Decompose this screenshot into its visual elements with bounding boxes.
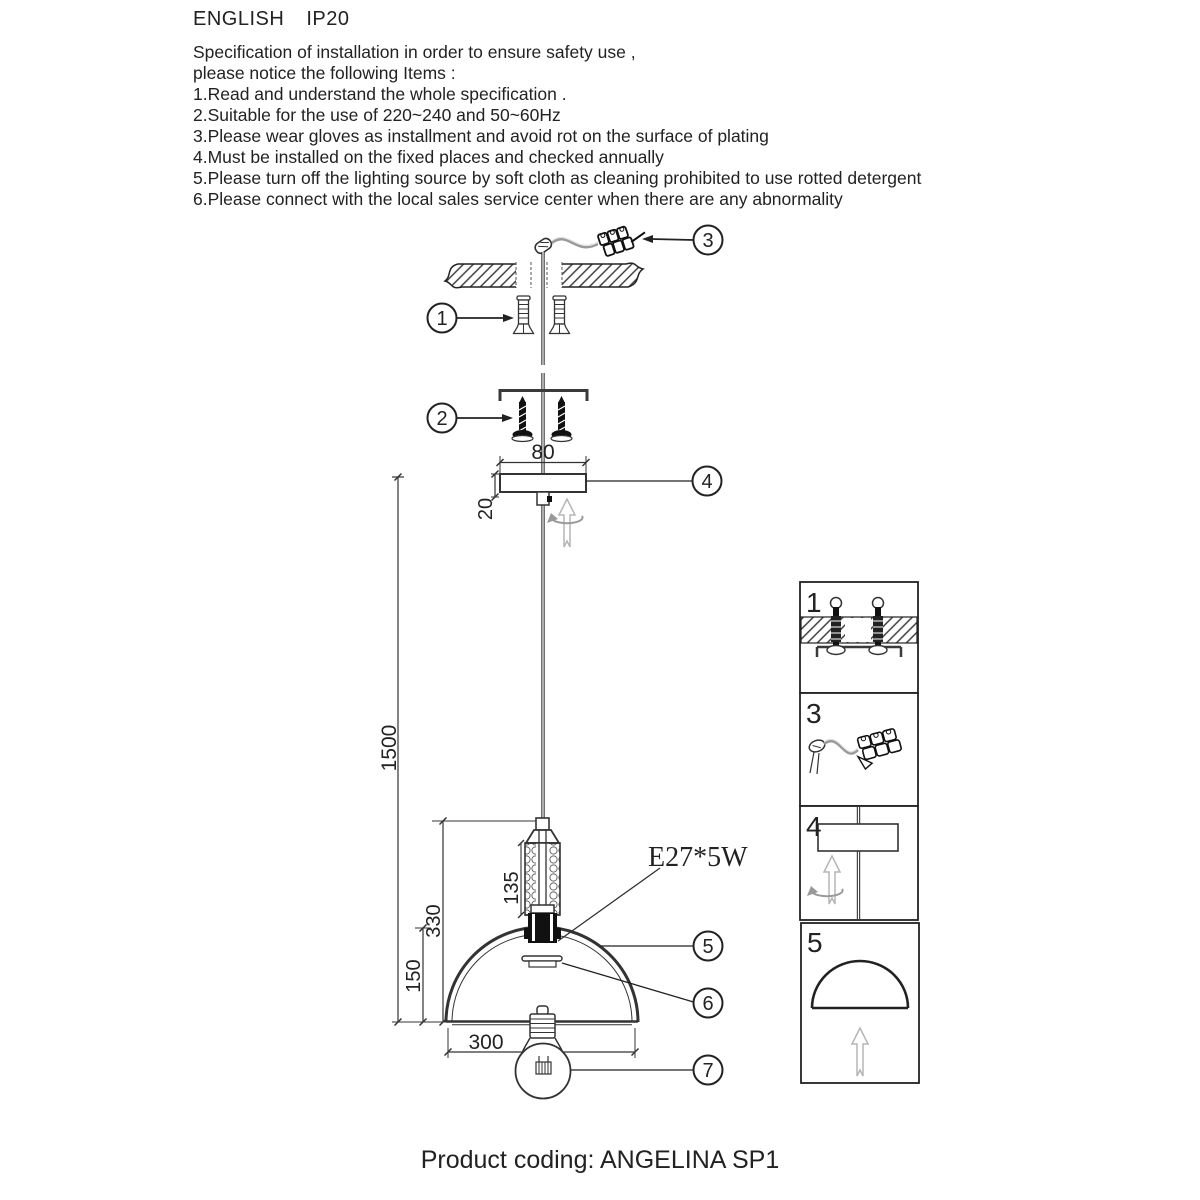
step-panel-5 (801, 923, 919, 1083)
callout-6-number: 6 (702, 993, 714, 1015)
dimension-shade-height (403, 925, 431, 1026)
dim-label-150: 150 (403, 959, 425, 993)
dim-label-135: 135 (501, 871, 523, 905)
callout-7-number: 7 (702, 1060, 714, 1082)
spec-item-3: 3.Please wear gloves as installment and avoid rot on the surface of plating (193, 126, 769, 146)
bulb-spec-label: E27*5W (648, 842, 748, 873)
ceiling-drill-opening (516, 263, 562, 289)
bulb-spec-annotation (558, 842, 748, 941)
dim-label-20: 20 (475, 497, 497, 521)
callout-7 (571, 1056, 723, 1085)
wall-anchor-left (514, 296, 534, 334)
callout-5-number: 5 (702, 936, 714, 958)
wall-anchor-right (550, 296, 570, 334)
callout-1 (428, 304, 515, 333)
light-bulb (516, 1006, 571, 1099)
spec-item-6: 6.Please connect with the local sales service center when there are any abnormality (193, 189, 843, 209)
step-panel-1 (800, 582, 918, 693)
panel4-canopy (818, 824, 898, 851)
mains-connection (533, 221, 648, 257)
bulb-screw-cap (530, 1014, 555, 1038)
callout-3-number: 3 (702, 230, 714, 252)
dim-label-1500: 1500 (378, 724, 401, 772)
dimension-cage-height (501, 840, 524, 918)
spec-intro-line-1: Specification of installation in order to ensure safety use , (193, 42, 636, 62)
ceiling-canopy (500, 474, 586, 505)
dim-label-300: 300 (468, 1031, 504, 1054)
mains-wire (552, 239, 598, 247)
panel-5-number: 5 (807, 927, 823, 958)
dimension-canopy-height (475, 471, 499, 521)
dim-label-330: 330 (423, 904, 445, 938)
diffuser-disc (522, 956, 562, 967)
dimension-fixture-height (423, 818, 537, 1026)
spec-item-1: 1.Read and understand the whole specification . (193, 84, 567, 104)
language-label: ENGLISH (193, 8, 285, 30)
ip-rating-label: IP20 (306, 8, 350, 30)
spec-intro-line-2: please notice the following Items : (193, 63, 456, 83)
step-panel-3 (800, 693, 918, 806)
dimension-suspension-length (378, 474, 447, 1026)
panel-3-number: 3 (806, 698, 822, 729)
callout-2 (428, 404, 514, 433)
dim-label-80: 80 (531, 441, 555, 464)
callout-2-number: 2 (436, 408, 448, 430)
mounting-screw-right (551, 396, 572, 442)
canopy-twist-indicator (547, 499, 583, 547)
callout-4 (586, 467, 722, 496)
callout-4-number: 4 (701, 471, 713, 493)
callout-6 (562, 963, 723, 1018)
panel-4-number: 4 (806, 811, 822, 842)
callout-3 (642, 226, 723, 255)
spec-item-4: 4.Must be installed on the fixed places and checked annually (193, 147, 664, 167)
callout-1-number: 1 (436, 308, 448, 330)
spec-item-2: 2.Suitable for the use of 220~240 and 50~60Hz (193, 105, 561, 125)
step-panel-4 (800, 806, 918, 920)
product-coding: Product coding: ANGELINA SP1 (420, 1146, 780, 1174)
callout-5 (600, 932, 723, 961)
spec-item-5: 5.Please turn off the lighting source by soft cloth as cleaning prohibited to use rotted detergent (193, 168, 922, 188)
terminal-block (597, 221, 648, 257)
stem-cap (526, 830, 559, 843)
mounting-screw-left (512, 396, 533, 442)
lamp-stem-assembly (525, 818, 560, 915)
panel-1-number: 1 (806, 587, 822, 618)
stem-cord-grip (536, 818, 549, 830)
